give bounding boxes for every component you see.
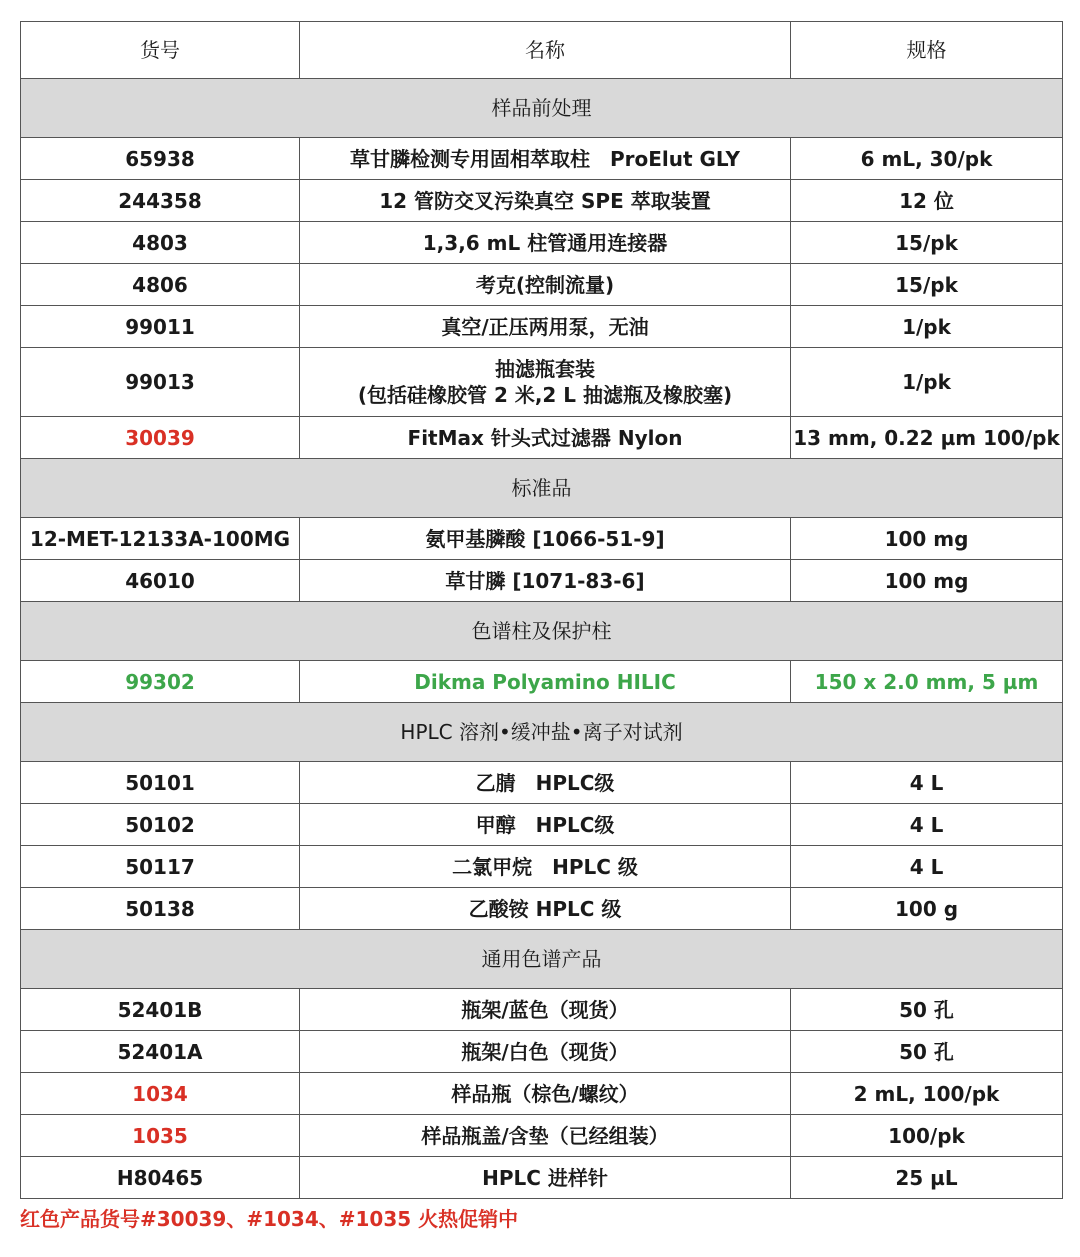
product-name: 12 管防交叉污染真空 SPE 萃取装置: [300, 180, 791, 221]
table-row: [20, 222, 1063, 264]
product-spec: 13 mm, 0.22 µm 100/pk: [793, 425, 1060, 450]
product-code: 50102: [21, 804, 300, 845]
product-spec: 1/pk: [902, 314, 951, 339]
section-header: 标准品: [20, 459, 1063, 518]
product-spec: 100 mg: [884, 526, 969, 551]
product-name: [300, 348, 791, 416]
header-name: 名称: [300, 22, 791, 78]
section-header: 色谱柱及保护柱: [20, 602, 1063, 661]
product-code: 99011: [21, 306, 300, 347]
product-code: 52401A: [21, 1031, 300, 1072]
product-spec: 100 g: [894, 896, 959, 921]
table-row: [20, 417, 1063, 459]
table-row: [20, 1115, 1063, 1157]
product-name: 乙腈 HPLC级: [300, 762, 791, 803]
promo-note: 红色产品货号#30039、#1034、#1035 火热促销中: [20, 1207, 519, 1231]
product-name: 甲醇 HPLC级: [300, 804, 791, 845]
table-row: [20, 180, 1063, 222]
table-row: [20, 348, 1063, 417]
product-code: 4806: [21, 264, 300, 305]
section-header: HPLC 溶剂•缓冲盐•离子对试剂: [20, 703, 1063, 762]
table-row: [20, 661, 1063, 703]
product-name-highlight: Dikma Polyamino HILIC: [300, 661, 791, 702]
table-row: [20, 306, 1063, 348]
product-code-promo: 1034: [21, 1073, 300, 1114]
product-code-promo: 30039: [21, 417, 300, 458]
table-row: [20, 264, 1063, 306]
product-name: 乙酸铵 HPLC 级: [300, 888, 791, 929]
product-name: 真空/正压两用泵，无油: [300, 306, 791, 347]
product-spec: 6 mL, 30/pk: [860, 146, 993, 171]
product-code-highlight: 99302: [21, 661, 300, 702]
product-name: FitMax 针头式过滤器 Nylon: [300, 417, 791, 458]
product-spec: 100 mg: [884, 568, 969, 593]
table-row: [20, 762, 1063, 804]
table-row: [20, 846, 1063, 888]
product-code: 50117: [21, 846, 300, 887]
table-row: [20, 1031, 1063, 1073]
product-spec: 4 L: [909, 812, 944, 837]
table-row: [20, 560, 1063, 602]
product-name: 考克(控制流量): [300, 264, 791, 305]
product-name: HPLC 进样针: [300, 1157, 791, 1198]
product-spec: 50 孔: [899, 997, 954, 1022]
product-code: 46010: [21, 560, 300, 601]
product-name: 二氯甲烷 HPLC 级: [300, 846, 791, 887]
product-code: 52401B: [21, 989, 300, 1030]
product-code: 244358: [21, 180, 300, 221]
product-name: 草甘膦检测专用固相萃取柱 ProElut GLY: [300, 138, 791, 179]
product-name-line2: (包括硅橡胶管 2 米,2 L 抽滤瓶及橡胶塞): [357, 383, 733, 407]
product-name: 草甘膦 [1071-83-6]: [300, 560, 791, 601]
table-header-row: [20, 21, 1063, 79]
table-row: [20, 989, 1063, 1031]
product-code-promo: 1035: [21, 1115, 300, 1156]
header-code: 货号: [21, 22, 300, 78]
product-table: [20, 21, 1063, 1199]
product-spec: 15/pk: [895, 272, 958, 297]
product-code: 50138: [21, 888, 300, 929]
section-header: 样品前处理: [20, 79, 1063, 138]
product-spec: 25 µL: [895, 1165, 958, 1190]
product-spec: 1/pk: [902, 370, 951, 394]
section-header: 通用色谱产品: [20, 930, 1063, 989]
product-name-line1: 抽滤瓶套装: [495, 357, 595, 381]
table-row: [20, 518, 1063, 560]
product-spec: 4 L: [909, 854, 944, 879]
product-name: 瓶架/蓝色（现货）: [300, 989, 791, 1030]
table-row: [20, 1157, 1063, 1199]
product-spec: 50 孔: [899, 1039, 954, 1064]
product-spec-highlight: 150 x 2.0 mm, 5 µm: [814, 669, 1039, 694]
product-spec: 4 L: [909, 770, 944, 795]
table-row: [20, 804, 1063, 846]
product-code: H80465: [21, 1157, 300, 1198]
header-spec: 规格: [906, 38, 947, 62]
product-spec: 2 mL, 100/pk: [853, 1081, 1000, 1106]
product-spec: 15/pk: [895, 230, 958, 255]
product-code: 12-MET-12133A-100MG: [21, 518, 300, 559]
product-code: 4803: [21, 222, 300, 263]
table-row: [20, 1073, 1063, 1115]
product-spec: 12 位: [899, 188, 954, 213]
product-name: 瓶架/白色（现货）: [300, 1031, 791, 1072]
product-code: 99013: [21, 348, 300, 416]
product-spec: 100/pk: [888, 1123, 965, 1148]
product-code: 50101: [21, 762, 300, 803]
product-name: 样品瓶（棕色/螺纹）: [300, 1073, 791, 1114]
table-row: [20, 888, 1063, 930]
product-name: 氨甲基膦酸 [1066-51-9]: [300, 518, 791, 559]
product-name: 1,3,6 mL 柱管通用连接器: [300, 222, 791, 263]
product-name: 样品瓶盖/含垫（已经组装）: [300, 1115, 791, 1156]
product-code: 65938: [21, 138, 300, 179]
table-row: [20, 138, 1063, 180]
